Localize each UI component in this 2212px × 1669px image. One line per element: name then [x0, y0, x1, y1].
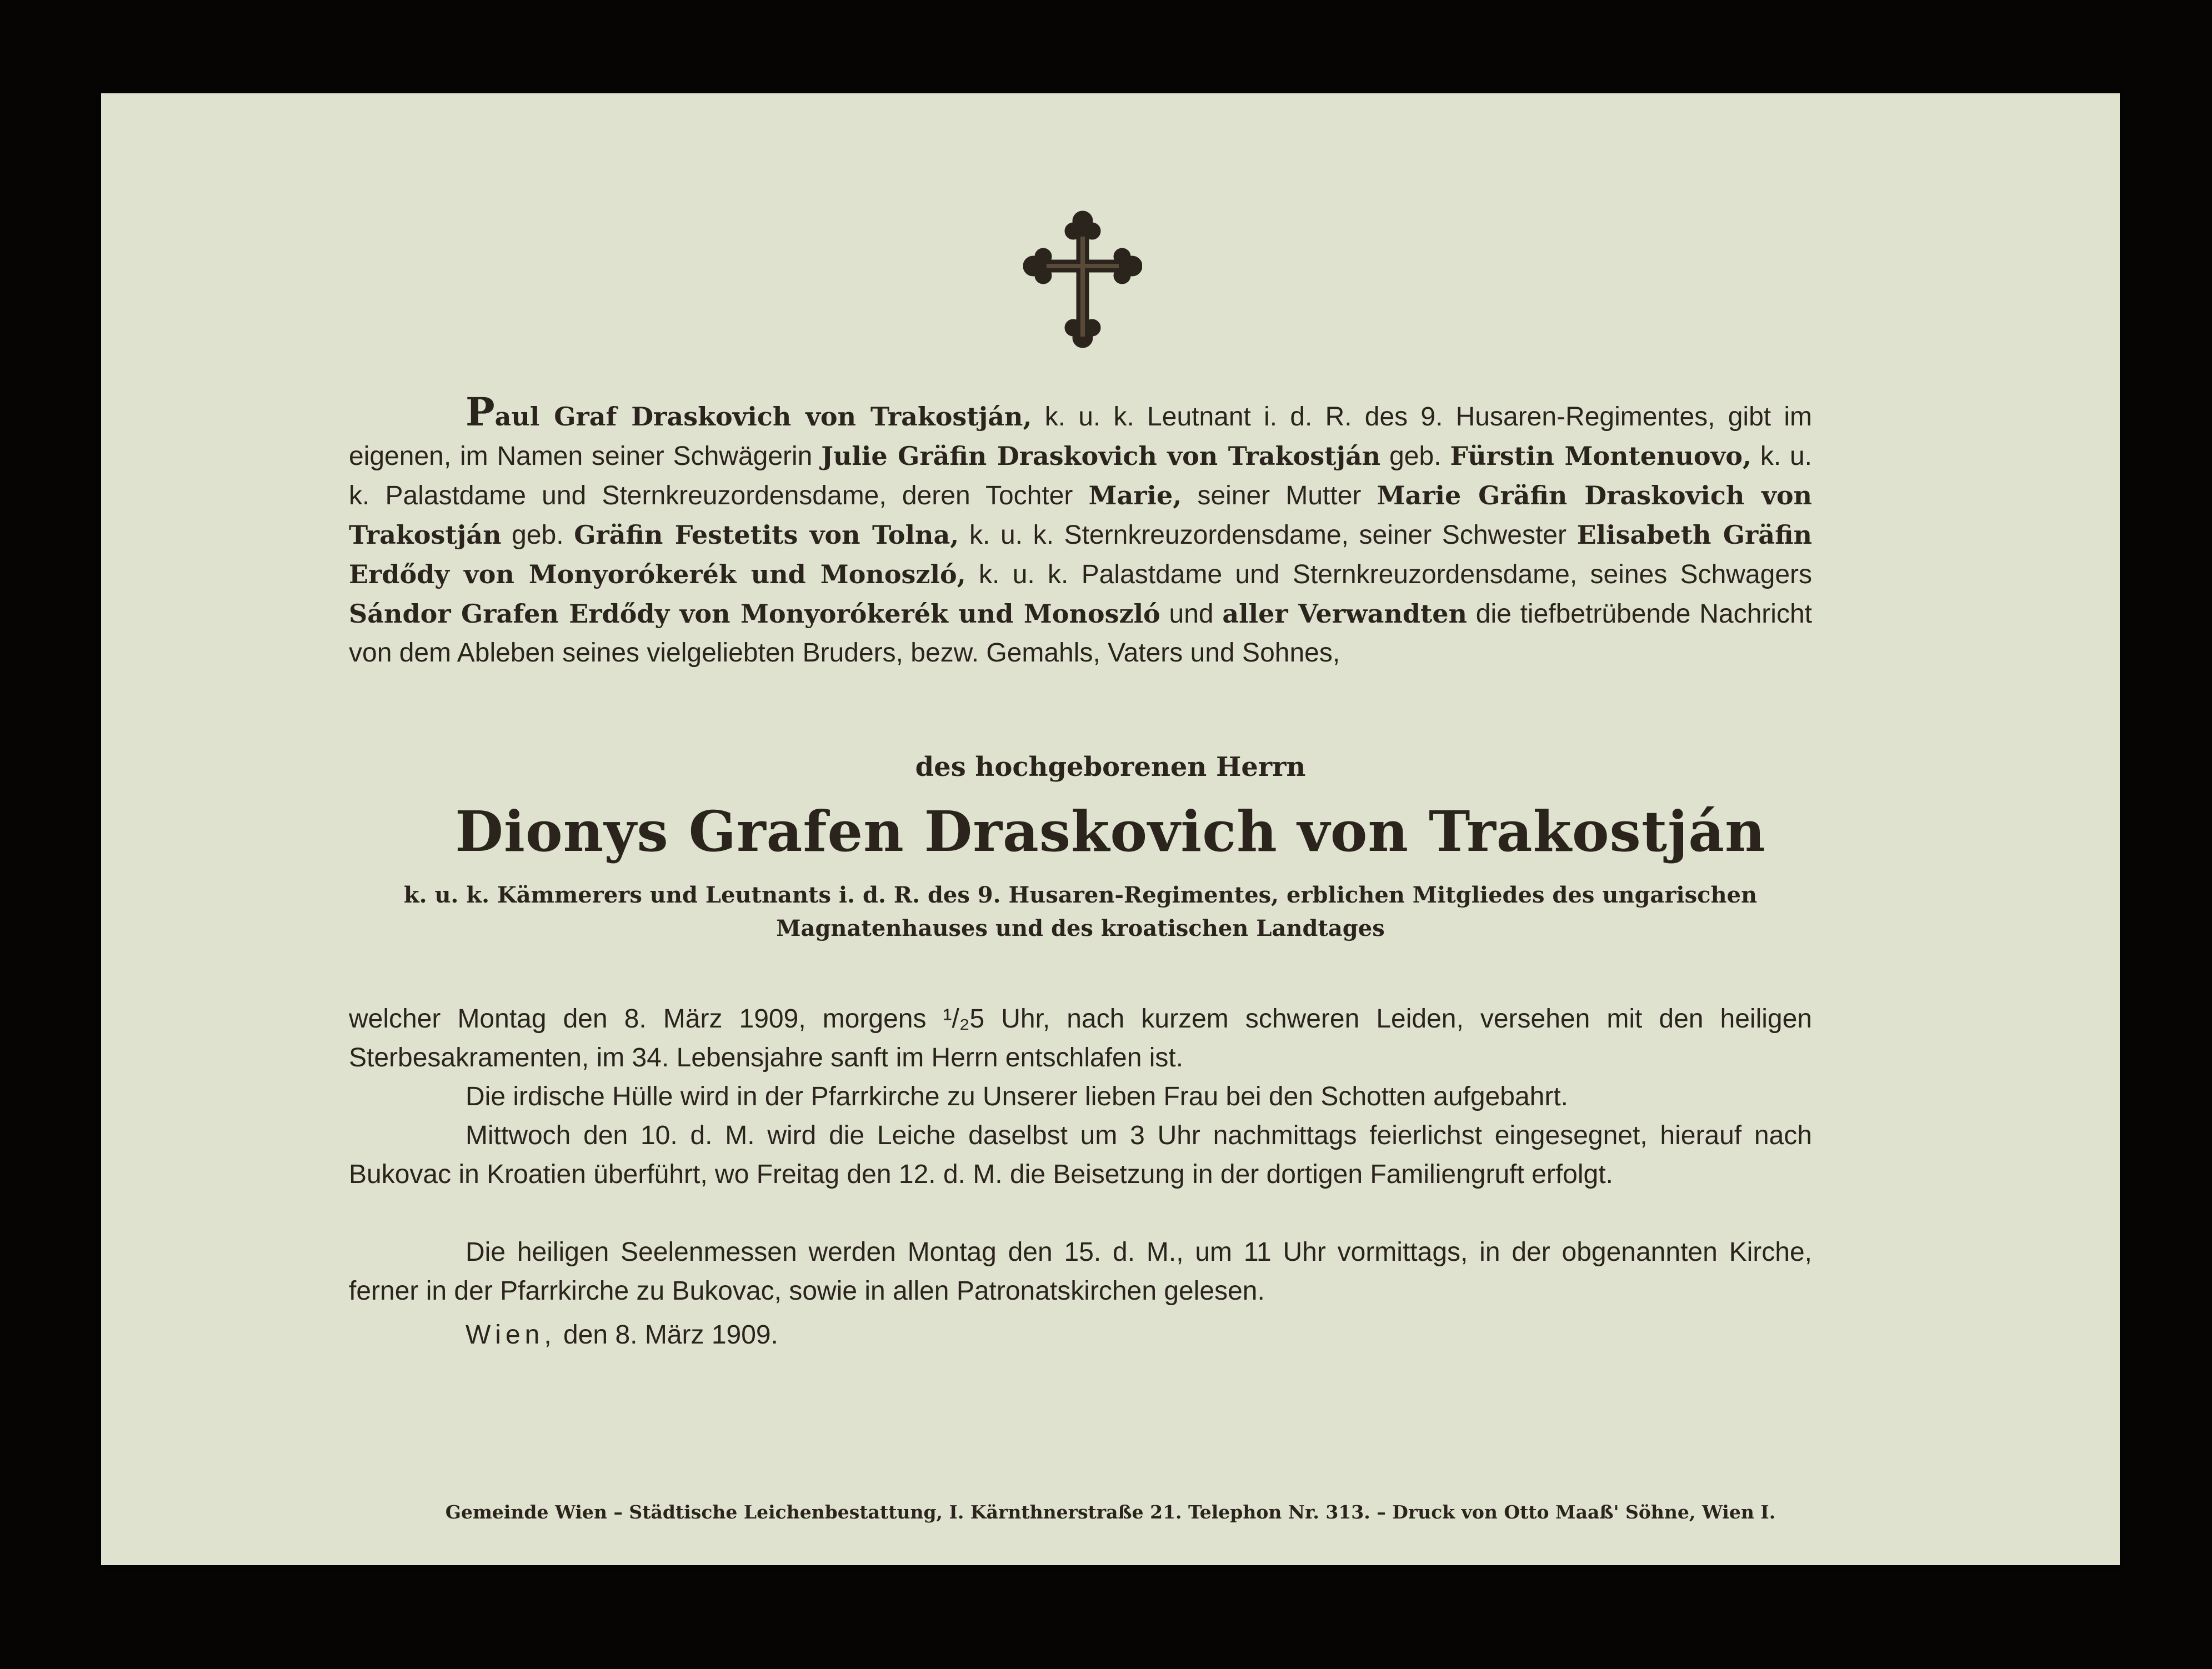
text-run: geb.: [1380, 442, 1450, 471]
place: Wien,: [466, 1320, 556, 1350]
text-run: k. u. k. Palastdame und Sternkreuzordensdame, seines Schwagers: [965, 560, 1812, 589]
honorific-line: des hochgeborenen Herrn: [915, 751, 1306, 783]
text-run: die tiefbetrübende Nachricht von dem Ableben seines vielgeliebten Bruders, bezw. Gemahls, Vaters und Sohnes,: [349, 599, 1812, 668]
requiem-paragraph: Die heiligen Seelenmessen werden Montag den 15. d. M., um 11 Uhr vormittags, in der obgenannten Kirche, ferner in der Pfarrkirche zu Bukovac, sowie in allen Patronatskirchen gelesen.: [349, 1237, 1812, 1306]
printer-footer: Gemeinde Wien – Städtische Leichenbestattung, I. Kärnthnerstraße 21. Telephon Nr. 313. – Druck von Otto Maaß' Söhne, Wien I.: [445, 1501, 1776, 1523]
announcement-paragraph: [349, 389, 1813, 673]
text-run: und: [1160, 599, 1223, 629]
relatives-phrase: aller Verwandten: [1222, 599, 1467, 629]
brother-in-law-name: Sándor Grafen Erdődy von Monyorókerék und Monoszló: [349, 599, 1160, 629]
death-details-paragraph: welcher Montag den 8. März 1909, morgens ¹/₂5 Uhr, nach kurzem schweren Leiden, versehen mit den heiligen Sterbesakramenten, im 34. Lebensjahre sanft im Herrn entschlafen ist.: [349, 1004, 1812, 1072]
maiden-name: Fürstin Montenuovo,: [1450, 441, 1751, 471]
deceased-name: Dionys Grafen Draskovich von Trakostján: [455, 799, 1766, 864]
text-run: k. u. k. Palastdame und Sternkreuzordensdame, deren Tochter: [349, 442, 1813, 510]
announcer-name: aul Graf Draskovich von Trakostján,: [494, 402, 1032, 432]
initial-letter: P: [466, 389, 495, 435]
funeral-paragraph: Mittwoch den 10. d. M. wird die Leiche daselbst um 3 Uhr nachmittags feierlichst eingesegnet, hierauf nach Bukovac in Kroatien überführt, wo Freitag den 12. d. M. die Beisetzung in der dortigen Familiengruft erfolgt.: [349, 1121, 1812, 1189]
text-run: geb.: [501, 520, 574, 550]
mother-name: Marie Gräfin Draskovich von Trakostján: [349, 480, 1812, 550]
mother-maiden-name: Gräfin Festetits von Tolna,: [574, 520, 959, 550]
text-run: seiner Mutter: [1182, 481, 1377, 510]
text-run: k. u. k. Leutnant i. d. R. des 9. Husaren-Regimentes, gibt im eigenen, im Namen seiner Schwägerin: [349, 402, 1812, 471]
date: den 8. März 1909.: [555, 1320, 778, 1350]
text-run: k. u. k. Sternkreuzordensdame, seiner Schwester: [959, 520, 1577, 550]
lying-in-state-paragraph: Die irdische Hülle wird in der Pfarrkirche zu Unserer lieben Frau bei den Schotten aufgebahrt.: [466, 1082, 1568, 1111]
daughter-name: Marie,: [1088, 480, 1182, 510]
budded-cross-icon: [1023, 209, 1142, 349]
sister-name: Elisabeth Gräfin Erdődy von Monyorókerék und Monoszló,: [349, 520, 1812, 589]
place-date-line: [466, 1320, 778, 1350]
sister-in-law-name: Julie Gräfin Draskovich von Trakostján: [821, 441, 1381, 471]
deceased-titles: k. u. k. Kämmerers und Leutnants i. d. R. des 9. Husaren-Regimentes, erblichen Mitgliedes des ungarischen Magnatenhauses und des kroatischen Landtages: [403, 882, 1758, 941]
